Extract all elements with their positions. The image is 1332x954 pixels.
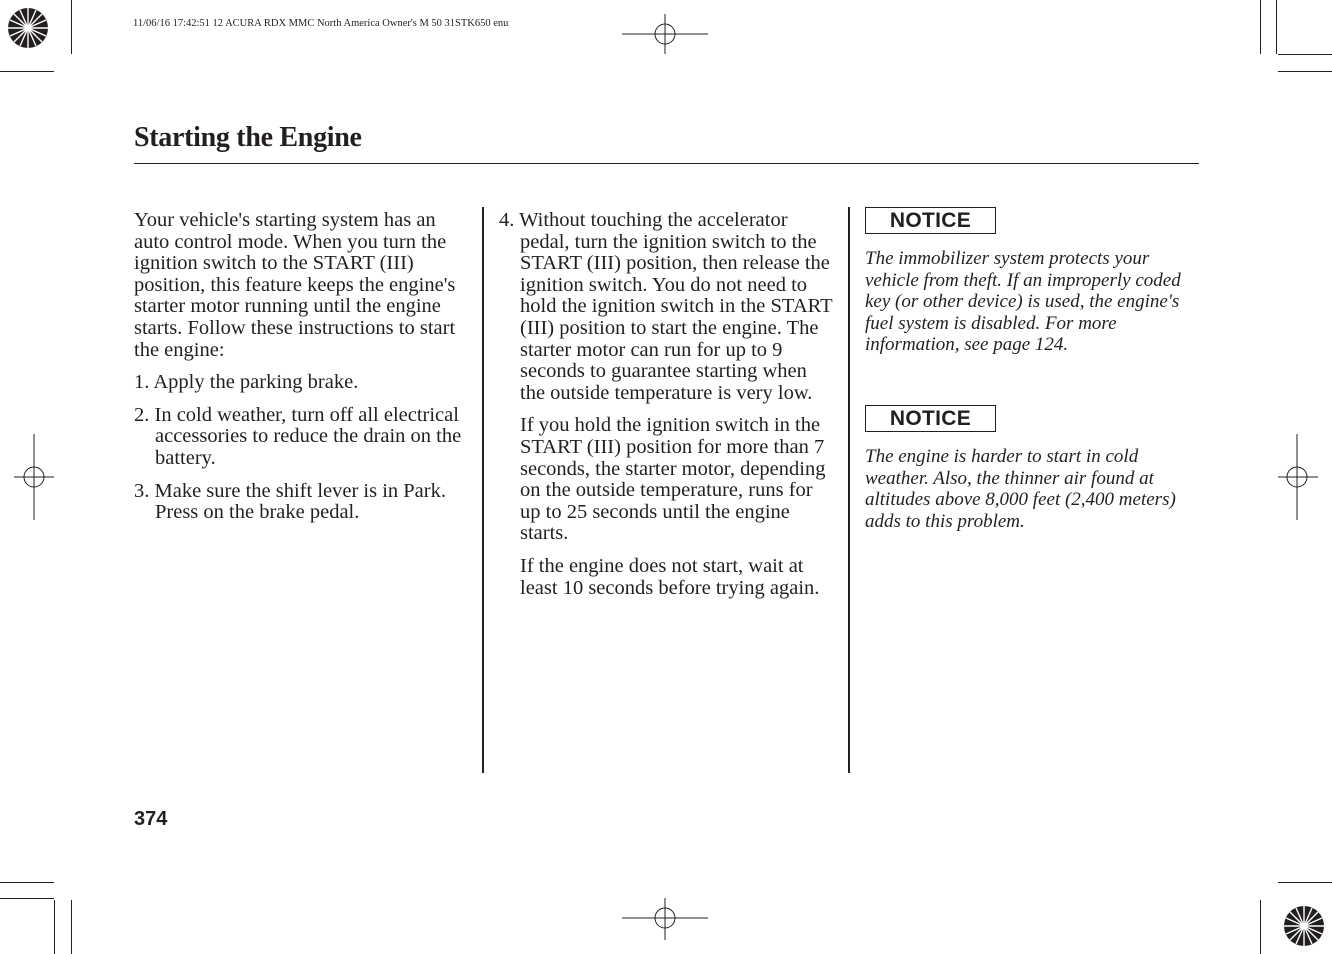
step-4: 4. Without touching the accelerator pedal, turn the ignition switch to the START (III) position, then release the ignition switch. You do not need to hold the ignition switch in the START (III) position to start the engine. The starter motor can run for up to 9 seconds to guarantee starting when the outside temperature is very low. — [499, 209, 833, 404]
notice-text: The engine is harder to start in cold weather. Also, the thinner air found at altitudes above 8,000 feet (2,400 meters) adds to this problem. — [865, 445, 1176, 532]
step-1: 1. Apply the parking brake. — [134, 371, 359, 394]
notice-cold-weather — [865, 405, 1195, 532]
print-info: 11/06/16 17:42:51 12 ACURA RDX MMC North America Owner's M 50 31STK650 enu — [133, 18, 509, 29]
step-4-note-wait: If the engine does not start, wait at least 10 seconds before trying again. — [520, 554, 820, 599]
notice-text: The immobilizer system protects your vehicle from theft. If an improperly coded key (or other device) is used, the engine's fuel system is disabled. For more information, see page 124. — [865, 248, 1181, 356]
column-divider — [848, 207, 850, 773]
step-2: 2. In cold weather, turn off all electrical accessories to reduce the drain on the battery. — [134, 403, 462, 469]
page-title: Starting the Engine — [134, 122, 362, 153]
page-number: 374 — [134, 808, 168, 830]
column-divider — [482, 207, 484, 773]
column-right — [865, 207, 1195, 532]
step-4-note-hold: If you hold the ignition switch in the START (III) position for more than 7 seconds, the starter motor, depending on the outside temperature, runs for up to 25 seconds until the engine starts. — [520, 414, 826, 545]
column-middle — [499, 210, 834, 610]
notice-badge: NOTICE — [865, 207, 996, 234]
notice-badge: NOTICE — [865, 405, 996, 432]
column-left — [134, 210, 474, 535]
title-rule — [134, 163, 1199, 164]
step-3: 3. Make sure the shift lever is in Park. Press on the brake pedal. — [134, 479, 446, 524]
intro-paragraph: Your vehicle's starting system has an auto control mode. When you turn the ignition switch to the START (III) position, this feature keeps the engine's starter motor running until the engine starts. Follow these instructions to start the engine: — [134, 209, 456, 361]
notice-immobilizer — [865, 207, 1195, 356]
